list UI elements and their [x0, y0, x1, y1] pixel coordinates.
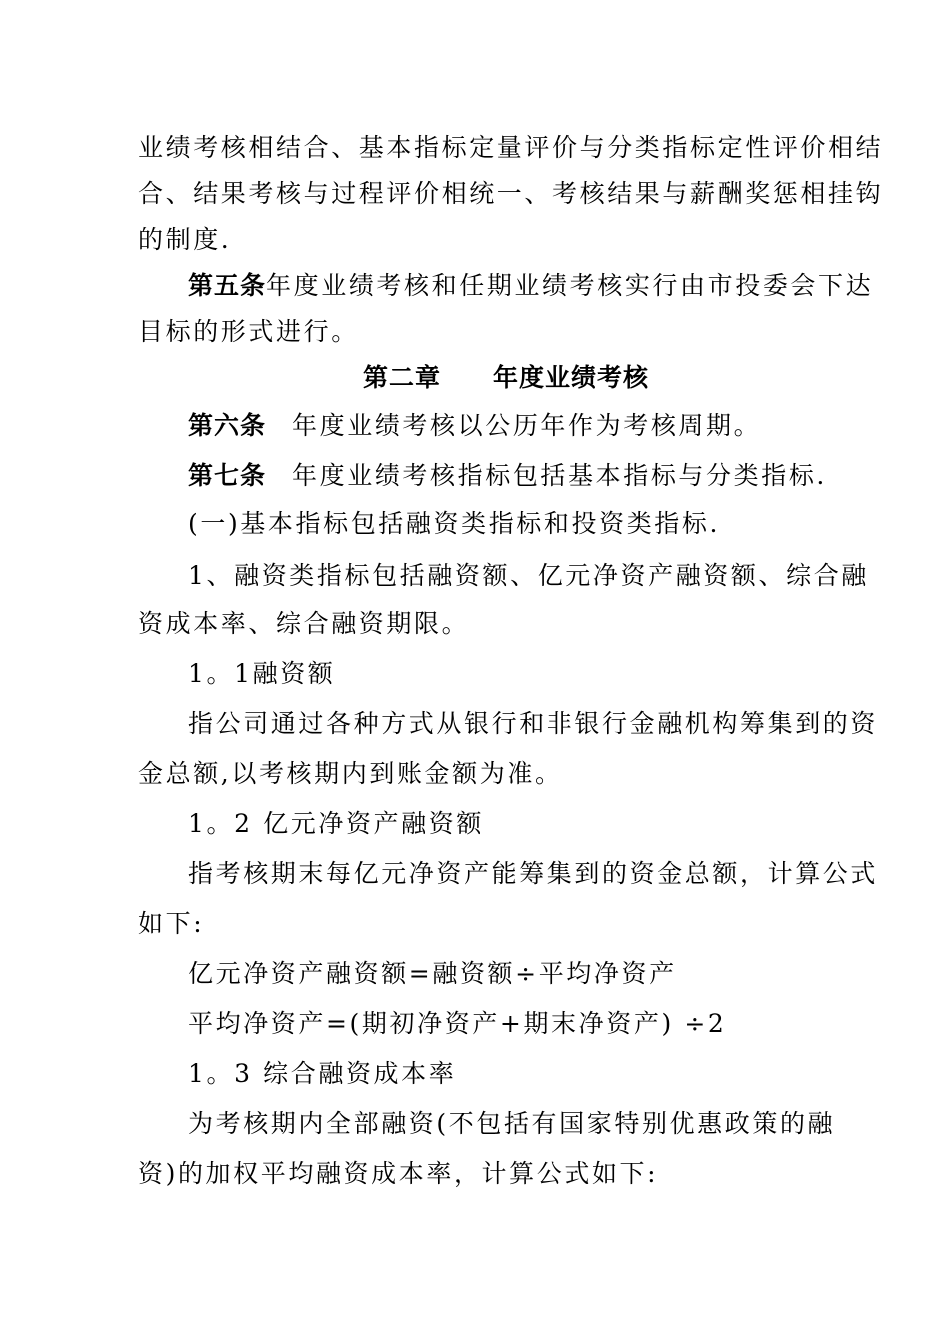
article-5-text: 年度业绩考核和任期业绩考核实行由市投委会下达: [266, 271, 874, 300]
financing-indicators-line: 1、融资类指标包括融资额、亿元净资产融资额、综合融: [188, 561, 869, 590]
article-5-continuation: 目标的形式进行。: [138, 317, 359, 346]
section-1-3-continuation: 资)的加权平均融资成本率，计算公式如下:: [138, 1159, 659, 1188]
article-6-label: 第六条: [188, 411, 267, 440]
paragraph-line: 合、结果考核与过程评价相统一、考核结果与薪酬奖惩相挂钩: [138, 179, 884, 208]
section-1-2-heading: 1。2 亿元净资产融资额: [188, 809, 484, 838]
formula-average-net-asset: 平均净资产=(期初净资产+期末净资产) ÷2: [188, 1009, 727, 1038]
section-1-1-line: 指公司通过各种方式从银行和非银行金融机构筹集到的资: [188, 709, 879, 738]
article-7: [188, 460, 827, 492]
section-1-3-line: 为考核期内全部融资(不包括有国家特别优惠政策的融: [188, 1109, 836, 1138]
article-7-text: 年度业绩考核指标包括基本指标与分类指标.: [292, 461, 827, 490]
chapter-title: 年度业绩考核: [493, 363, 650, 392]
chapter-number: 第二章: [363, 363, 442, 392]
chapter-heading: [363, 362, 649, 394]
section-1-2-line: 指考核期末每亿元净资产能筹集到的资金总额，计算公式: [188, 859, 879, 888]
article-5: [188, 270, 873, 302]
article-6-text: 年度业绩考核以公历年作为考核周期。: [292, 411, 762, 440]
financing-indicators-continuation: 资成本率、综合融资期限。: [138, 609, 470, 638]
section-1-2-continuation: 如下:: [138, 909, 205, 938]
section-1-1-continuation: 金总额,以考核期内到账金额为准。: [138, 759, 563, 788]
section-1-3-heading: 1。3 综合融资成本率: [188, 1059, 457, 1088]
article-7-label: 第七条: [188, 461, 267, 490]
paragraph-line: 的制度.: [138, 225, 232, 254]
section-1-1-heading: 1。1融资额: [188, 659, 336, 688]
basic-indicators-item: (一)基本指标包括融资类指标和投资类指标.: [188, 509, 721, 538]
article-5-label: 第五条: [188, 271, 267, 300]
formula-net-asset-financing: 亿元净资产融资额=融资额÷平均净资产: [188, 959, 677, 988]
paragraph-line: 业绩考核相结合、基本指标定量评价与分类指标定性评价相结: [138, 133, 884, 162]
article-6: [188, 410, 761, 442]
